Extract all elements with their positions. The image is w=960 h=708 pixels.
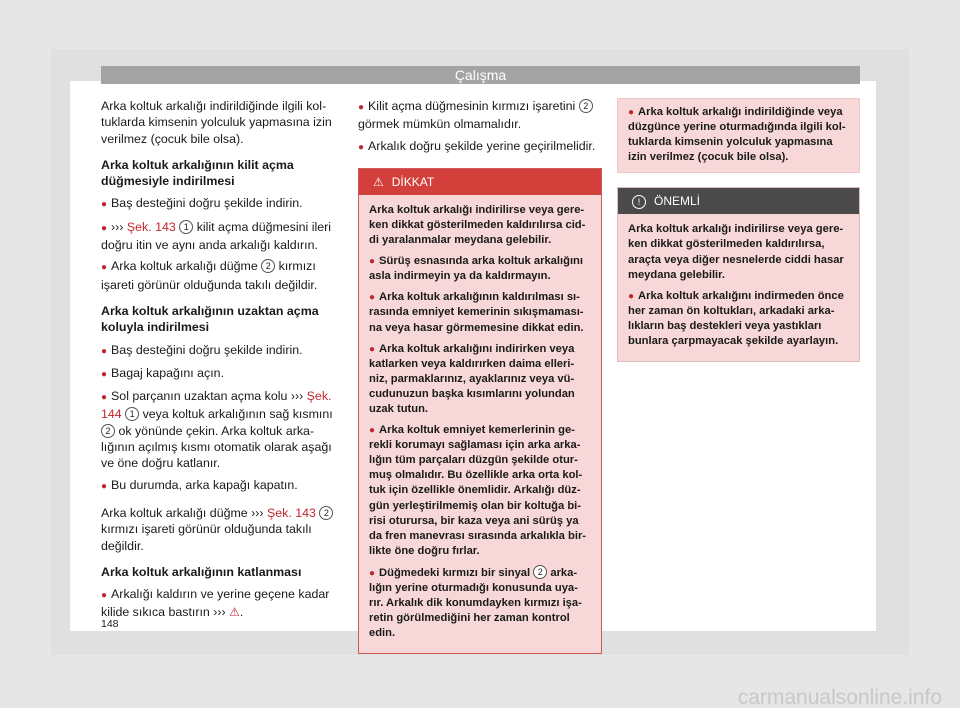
list-item: ● Baş desteğini doğru şekilde indirin. <box>101 196 303 211</box>
callout-number: 1 <box>125 407 139 421</box>
bullet-icon: ● <box>628 290 635 302</box>
bullet-icon: ● <box>101 590 108 602</box>
bullet-icon: ● <box>101 368 108 380</box>
warning-triangle-icon: ⚠ <box>373 174 384 189</box>
bullet-icon: ● <box>101 392 108 404</box>
warning-item: ● Düğmedeki kırmızı bir sinyal 2 arka-lığın yerine oturmadığı konusunda uya-rır. Arkalık dik konumdayken kırmızı işa-retin görülmediğini her zaman kontrol edin. <box>369 566 582 640</box>
warning-item: ● Arka koltuk emniyet kemerlerinin ge-rekli korumayı sağlaması için arka arka-lığın tüm parçaları düzgün şekilde otur-muş olmalıdır. Bu özellikle arka orta kol-tuk için özellikle önemlidir. Arkalığı düz-gün yerleştirilmemiş olan bir koltuğa bi-risi oturursa, bir kaza veya ani sürüş ya da fren manevrası sırasında arkalıkla bir-likte öne doğru fırlar. <box>369 424 587 557</box>
bullet-icon: ● <box>101 262 108 274</box>
bullet-icon: ● <box>369 567 376 579</box>
intro-paragraph: Arka koltuk arkalığı indirildiğinde ilgili kol-tuklarda kimsenin yolculuk yapmasına izin verilmez (çocuk bile olsa). <box>101 99 332 146</box>
warning-triangle-icon[interactable]: ⚠ <box>229 605 240 620</box>
watermark-logo <box>0 686 960 708</box>
heading-folding: Arka koltuk arkalığının katlanması <box>101 564 302 579</box>
callout-number: 1 <box>179 220 193 234</box>
page-number: 148 <box>101 618 119 630</box>
bullet-icon: ● <box>358 102 365 113</box>
column-3 <box>617 98 860 362</box>
heading-unlock-button: Arka koltuk arkalığının kilit açma düğmesiyle indirilmesi <box>101 157 294 189</box>
list-item: ● Baş desteğini doğru şekilde indirin. <box>101 342 303 357</box>
bullet-icon: ● <box>101 480 108 492</box>
list-item: ● Kilit açma düğmesinin kırmızı işaretini 2 görmek mümkün olmamalıdır. <box>358 98 602 133</box>
list-item: ● Arka koltuk arkalığı düğme 2 kırmızı işareti görünür olduğunda takılı değildir. <box>101 259 318 292</box>
callout-number: 2 <box>101 424 115 438</box>
figure-link[interactable]: Şek. 144 <box>101 389 332 422</box>
important-box <box>617 187 860 362</box>
callout-number: 2 <box>261 259 275 273</box>
info-icon: ! <box>632 195 646 209</box>
important-item: ● Arka koltuk arkalığını indirmeden önce her zaman ön koltukları, arkadaki arka-lıkların baş destekleri veya yastıkları bunlara çarpmayacak şekilde ayarlayın. <box>628 289 844 348</box>
important-body <box>618 214 859 361</box>
important-header: ! ÖNEMLİ <box>618 188 859 214</box>
bullet-icon: ● <box>101 222 108 234</box>
column-1 <box>101 98 344 626</box>
bullet-icon: ● <box>628 107 635 118</box>
bullet-icon: ● <box>358 141 365 153</box>
callout-number: 2 <box>579 99 593 113</box>
note-box: ● Arka koltuk arkalığı indirildiğinde veya düzgünce yerine oturmadığında ilgili kol-tuklarda kimsenin yolculuk yapmasına izin verilmez (çocuk bile olsa). <box>617 98 860 173</box>
bullet-icon: ● <box>369 343 376 355</box>
figure-link[interactable]: Şek. 143 <box>126 219 176 234</box>
list-item: ● Bagaj kapağını açın. <box>101 365 225 380</box>
bullet-icon: ● <box>101 199 108 211</box>
list-item: ● ››› Şek. 143 1 kilit açma düğmesini ileri doğru itin ve aynı anda arkalığı kaldırın. <box>101 219 331 253</box>
important-intro: Arka koltuk arkalığı indirilirse veya gere-ken dikkat gösterilmeden kaldırılırsa, araçta veya diğer nesnelerde ciddi hasar meydana gelebilir. <box>628 223 844 281</box>
bullet-icon: ● <box>369 425 376 437</box>
figure-link[interactable]: Şek. 143 <box>267 505 316 520</box>
callout-number: 2 <box>319 506 333 520</box>
warning-box <box>358 168 602 655</box>
paragraph: Arka koltuk arkalığı düğme ››› Şek. 143 2 kırmızı işareti görünür olduğunda takılı değildir. <box>101 505 344 554</box>
warning-item: ● Sürüş esnasında arka koltuk arkalığını asla indirmeyin ya da kaldırmayın. <box>369 255 583 283</box>
warning-header: ⚠ DİKKAT <box>359 169 601 195</box>
column-2 <box>358 98 602 654</box>
list-item: ● Arkalığı kaldırın ve yerine geçene kadar kilide sıkıca bastırın ››› ⚠. <box>101 587 330 620</box>
heading-remote-lever: Arka koltuk arkalığının uzaktan açma koluyla indirilmesi <box>101 303 319 335</box>
list-item: ● Bu durumda, arka kapağı kapatın. <box>101 477 298 492</box>
warning-body <box>359 195 601 654</box>
list-item: ● Arkalık doğru şekilde yerine geçirilmelidir. <box>358 138 596 153</box>
warning-item: ● Arka koltuk arkalığını indirirken veya katlarken veya kaldırırken daima elleri-niz, parmaklarınız, ayaklarınız veya vü-cudunuzun başka kısımlarını yolundan uzak tutun. <box>369 342 575 416</box>
section-header: Çalışma <box>101 66 860 84</box>
warning-item: ● Arka koltuk arkalığının kaldırılması sı-rasında emniyet kemerinin sıkışmaması-na veya hasar görmemesine dikkat edin. <box>369 291 584 334</box>
warning-intro: Arka koltuk arkalığı indirilirse veya gere-ken dikkat gösterilmeden kaldırılırsa cid-di yaralanmalar meydana gelebilir. <box>369 203 586 247</box>
list-item: ● Sol parçanın uzaktan açma kolu ››› Şek. 144 1 veya koltuk arkalığının sağ kısmını 2 ok yönünde çekin. Arka koltuk arka-lığının açılmış kısmı otomatik olarak aşağı ve öne doğru katlanır. <box>101 389 333 471</box>
callout-number: 2 <box>533 565 547 579</box>
watermark-text: carmanualsonline.info <box>737 686 942 708</box>
bullet-icon: ● <box>369 256 376 268</box>
bullet-icon: ● <box>101 345 108 357</box>
bullet-icon: ● <box>369 292 376 304</box>
